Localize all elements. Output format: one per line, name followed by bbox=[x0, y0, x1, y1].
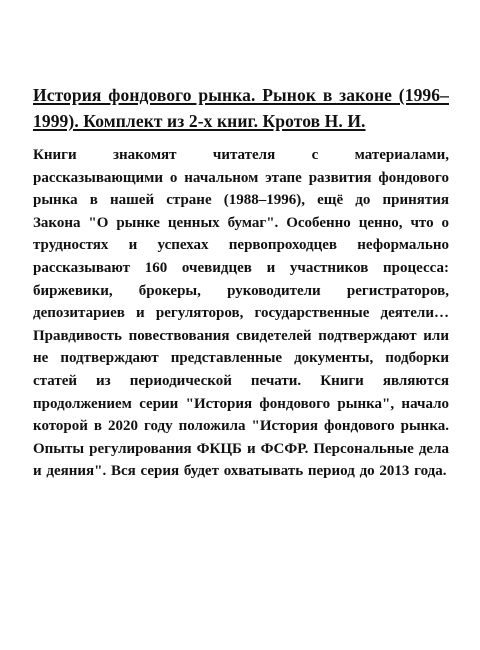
document-page bbox=[33, 82, 449, 483]
book-title: История фондового рынка. Рынок в законе (1996–1999). Комплект из 2-х книг. Кротов Н. И. bbox=[33, 85, 449, 131]
book-description: Книги знакомят читателя с материалами, рассказывающими о начальном этапе развития фондового рынка в нашей стране (1988–1996), ещё до принятия Закона "О рынке ценных бумаг". Особенно ценно, что о трудностях и успехах первопроходцев неформально рассказывают 160 очевидцев и участников процесса: биржевики, брокеры, руководители регистраторов, депозитариев и регуляторов, государственные деятели… Правдивость повествования свидетелей подтверждают или не подтверждают представленные документы, подборки статей из периодической печати. Книги являются продолжением серии "История фондового рынка", начало которой в 2020 году положила "История фондового рынка. Опыты регулирования ФКЦБ и ФСФР. Персональные дела и деяния". Вся серия будет охватывать период до 2013 года. bbox=[33, 147, 449, 480]
